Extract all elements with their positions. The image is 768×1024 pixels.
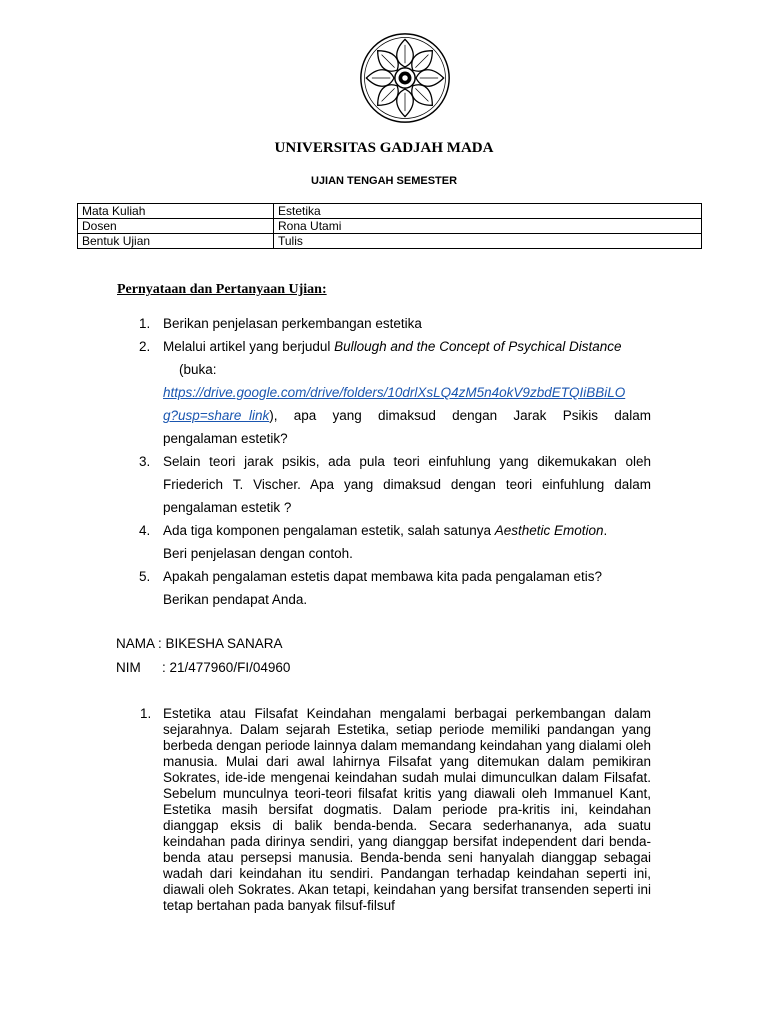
drive-link[interactable]: https://drive.google.com/drive/folders/10drlXsLQ4zM5n4okV9zbdETQIiBBiLO bbox=[163, 385, 626, 400]
university-title: UNIVERSITAS GADJAH MADA bbox=[274, 140, 494, 156]
question-text: pengalaman estetik? bbox=[163, 431, 288, 446]
student-nim bbox=[116, 660, 291, 675]
question-text: Berikan penjelasan perkembangan estetika bbox=[163, 316, 422, 331]
lecturer-value: Rona Utami bbox=[274, 219, 702, 234]
question-number: 5. bbox=[139, 569, 151, 584]
course-value: Estetika bbox=[274, 204, 702, 219]
answer-number: 1. bbox=[140, 706, 152, 721]
question-number: 1. bbox=[139, 316, 151, 331]
exam-title: UJIAN TENGAH SEMESTER bbox=[310, 175, 458, 187]
question-text: Friederich T. Vischer. Apa yang dimaksud dengan teori einfuhlung dalam bbox=[163, 477, 651, 492]
question-item bbox=[139, 565, 651, 611]
question-number: 2. bbox=[139, 339, 151, 354]
nim-label: NIM bbox=[116, 660, 141, 675]
question-number: 3. bbox=[139, 454, 151, 469]
lecturer-label: Dosen bbox=[78, 219, 274, 234]
question-item bbox=[139, 335, 651, 450]
table-row bbox=[78, 234, 702, 249]
university-emblem-icon bbox=[359, 32, 451, 124]
question-text: Selain teori jarak psikis, ada pula teori einfuhlung yang dikemukakan oleh bbox=[163, 454, 651, 469]
drive-link-continued[interactable]: g?usp=share_link bbox=[163, 408, 270, 423]
question-text: Berikan pendapat Anda. bbox=[163, 592, 308, 607]
question-item bbox=[139, 519, 651, 565]
question-text: Ada tiga komponen pengalaman estetik, salah satunya Aesthetic Emotion. bbox=[163, 523, 608, 538]
question-number: 4. bbox=[139, 523, 151, 538]
exam-type-label: Bentuk Ujian bbox=[78, 234, 274, 249]
nim-value: : 21/477960/FI/04960 bbox=[162, 660, 291, 675]
question-item bbox=[139, 450, 651, 519]
article-title: Bullough and the Concept of Psychical Distance bbox=[334, 339, 622, 354]
question-text: Melalui artikel yang berjudul Bullough and the Concept of Psychical Distance bbox=[163, 339, 622, 354]
exam-type-value: Tulis bbox=[274, 234, 702, 249]
question-text: Beri penjelasan dengan contoh. bbox=[163, 546, 353, 561]
questions-heading: Pernyataan dan Pertanyaan Ujian: bbox=[117, 282, 327, 297]
question-text: g?usp=share_link), apa yang dimaksud dengan Jarak Psikis dalam bbox=[163, 408, 651, 423]
student-name: NAMA : BIKESHA SANARA bbox=[116, 636, 283, 651]
table-row bbox=[78, 219, 702, 234]
question-item bbox=[139, 312, 651, 335]
question-text: (buka: bbox=[179, 362, 217, 377]
answer-text: Estetika atau Filsafat Keindahan mengalami berbagai perkembangan dalam sejarahnya. Dalam sejarah Estetika, setiap periode memiliki pandangan yang berbeda dengan periode lainnya dalam memandang keindahan yang dialami oleh manusia. Mulai dari awal lahirnya Filsafat yang ditemukan dalam pemikiran Sokrates, ide-ide mengenai keindahan sudah mulai dimunculkan dalam Filsafat. Sebelum munculnya teori-teori filsafat kritis yang diawali oleh Immanuel Kant, Estetika masih bersifat dogmatis. Dalam periode pra-kritis ini, keindahan dianggap eksis di balik benda-benda. Secara sederhananya, ada suatu keindahan pada dirinya sendiri, yang dianggap bersifat independent dari benda-benda atau persepsi manusia. Benda-benda seni hanyalah dianggap sebagai wadah dari keindahan itu sendiri. Pandangan terhadap keindahan seperti ini, diawali oleh Sokrates. Akan tetapi, keindahan yang bersifat transenden seperti ini tetap bertahan pada banyak filsuf-filsuf bbox=[163, 706, 651, 913]
emphasis-term: Aesthetic Emotion bbox=[494, 523, 604, 538]
table-row bbox=[78, 204, 702, 219]
course-label: Mata Kuliah bbox=[78, 204, 274, 219]
question-text: pengalaman estetik ? bbox=[163, 500, 292, 515]
question-text: Apakah pengalaman estetis dapat membawa kita pada pengalaman etis? bbox=[163, 569, 603, 584]
course-info-table bbox=[77, 203, 702, 249]
